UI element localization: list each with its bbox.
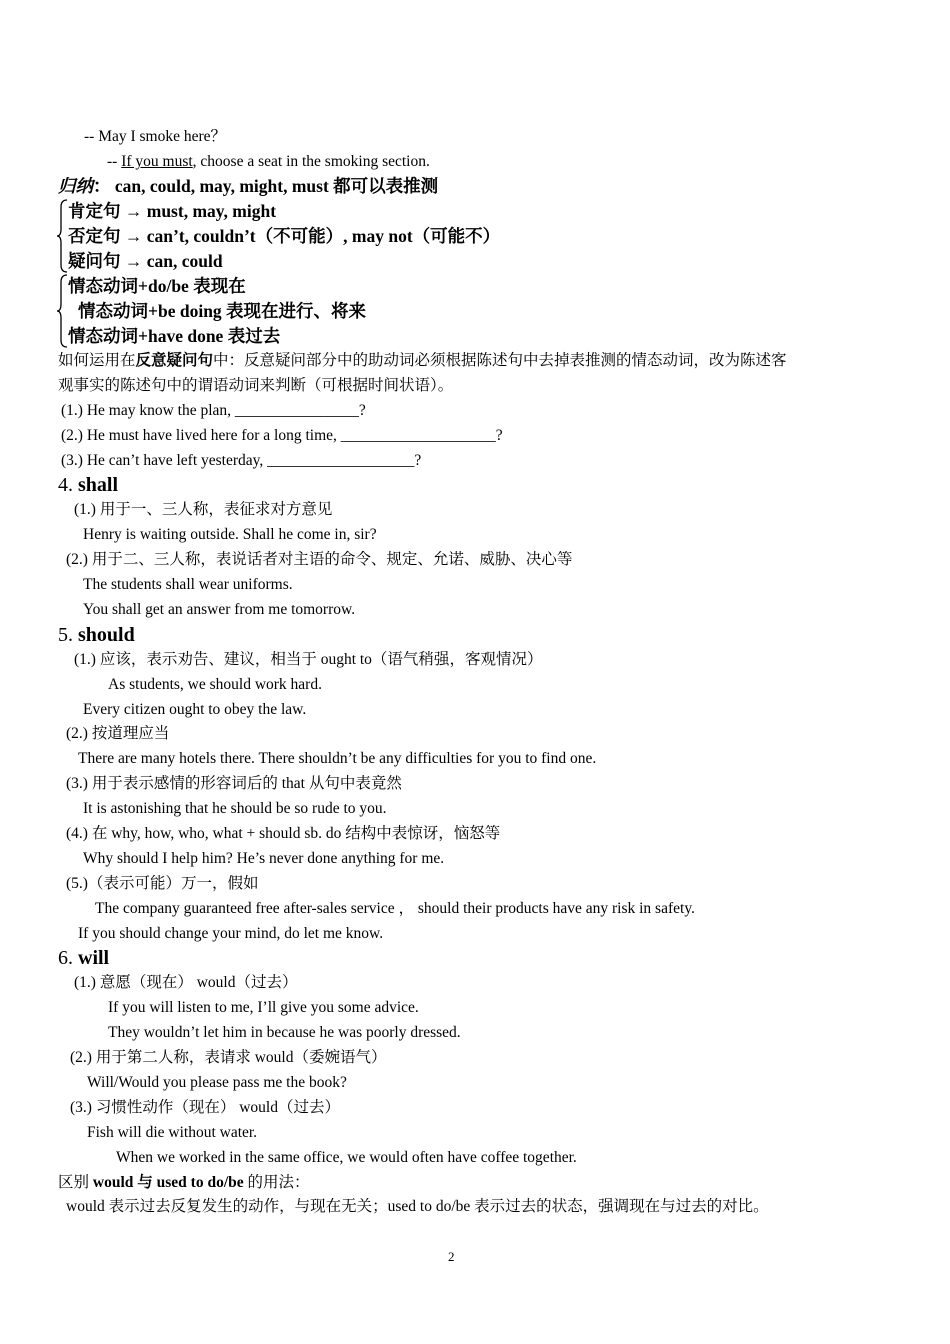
will-example-1: If you will listen to me, I’ll give you some advice. <box>108 999 419 1016</box>
section-shall-heading <box>58 473 118 497</box>
summary-heading <box>58 176 438 196</box>
left-brace-1 <box>56 199 68 273</box>
shall-number: 4. <box>58 474 78 496</box>
tag-exercise-2: (2.) He must have lived here for a long time, ____________________? <box>61 427 503 444</box>
will-example-3: Will/Would you please pass me the book? <box>87 1074 347 1091</box>
will-example-2: They wouldn’t let him in because he was poorly dressed. <box>108 1024 461 1041</box>
will-point-2: (2.) 用于第二人称，表请求 would（委婉语气） <box>70 1049 387 1066</box>
diff-suffix: 的用法： <box>243 1174 310 1191</box>
will-point-1: (1.) 意愿（现在） would（过去） <box>74 974 298 991</box>
shall-word: shall <box>78 474 119 496</box>
should-example-7: If you should change your mind, do let me know. <box>78 925 384 942</box>
tag-bold: 反意疑问句 <box>135 352 214 369</box>
left-brace-2 <box>56 274 68 348</box>
should-example-4: It is astonishing that he should be so rude to you. <box>83 800 387 817</box>
answer-rest: , choose a seat in the smoking section. <box>192 153 430 170</box>
summary-text: ： can, could, may, might, must 都可以表推测 <box>93 176 439 196</box>
tag-question-line2: 观事实的陈述句中的谓语动词来判断（可根据时间状语）。 <box>58 377 454 394</box>
should-point-2: (2.) 按道理应当 <box>66 725 170 742</box>
tag-rest: 中：反意疑问部分中的助动词必须根据陈述句中去掉表推测的情态动词，改为陈述客 <box>213 352 787 369</box>
summary-affirmative: 肯定句 → must, may, might <box>68 201 277 221</box>
should-example-3: There are many hotels there. There shouldn’t be any difficulties for you to find one. <box>78 750 597 767</box>
diff-bold: would 与 used to do/be <box>92 1174 244 1191</box>
summary-present: 情态动词+do/be 表现在 <box>68 276 246 296</box>
summary-negative: 否定句 → can’t, couldn’t（不可能）, may not（可能不） <box>68 226 501 246</box>
diff-explanation: would 表示过去反复发生的动作，与现在无关；used to do/be 表示过去的状态，强调现在与过去的对比。 <box>66 1198 769 1215</box>
should-point-5: (5.)（表示可能）万一，假如 <box>66 875 259 892</box>
tag-question-intro <box>58 351 787 371</box>
diff-prefix: 区别 <box>58 1174 93 1191</box>
should-example-5: Why should I help him? He’s never done anything for me. <box>83 850 445 867</box>
should-number: 5. <box>58 624 78 646</box>
will-word: will <box>78 947 110 969</box>
summary-past: 情态动词+have done 表过去 <box>68 326 281 346</box>
summary-question: 疑问句 → can, could <box>68 251 223 271</box>
should-point-1: (1.) 应该，表示劝告、建议，相当于 ought to（语气稍强，客观情况） <box>74 651 543 668</box>
will-example-5: When we worked in the same office, we would often have coffee together. <box>116 1149 577 1166</box>
dialogue-answer <box>107 152 430 172</box>
shall-example-3: You shall get an answer from me tomorrow. <box>83 601 356 618</box>
page-number: 2 <box>448 1249 455 1264</box>
dialogue-question: -- May I smoke here？ <box>84 128 227 145</box>
shall-example-2: The students shall wear uniforms. <box>83 576 293 593</box>
answer-underlined: If you must <box>121 153 193 170</box>
summary-progressive: 情态动词+be doing 表现在进行、将来 <box>78 301 367 321</box>
will-point-3: (3.) 习惯性动作（现在） would（过去） <box>70 1099 340 1116</box>
should-example-1: As students, we should work hard. <box>108 676 322 693</box>
tag-exercise-1: (1.) He may know the plan, ________________? <box>61 402 366 419</box>
should-example-2: Every citizen ought to obey the law. <box>83 701 307 718</box>
will-example-4: Fish will die without water. <box>87 1124 258 1141</box>
should-point-4: (4.) 在 why, how, who, what + should sb. do 结构中表惊讶，恼怒等 <box>66 825 501 842</box>
shall-point-2: (2.) 用于二、三人称，表说话者对主语的命令、规定、允诺、威胁、决心等 <box>66 551 573 568</box>
should-point-3: (3.) 用于表示感情的形容词后的 that 从句中表竟然 <box>66 775 402 792</box>
summary-label: 归纳 <box>58 176 93 196</box>
tag-prefix: 如何运用在 <box>58 352 136 369</box>
shall-example-1: Henry is waiting outside. Shall he come in, sir? <box>83 526 377 543</box>
section-will-heading <box>58 946 109 970</box>
tag-exercise-3: (3.) He can’t have left yesterday, ___________________? <box>61 452 422 469</box>
will-number: 6. <box>58 947 78 969</box>
should-word: should <box>78 624 135 646</box>
section-should-heading <box>58 623 135 647</box>
answer-prefix: -- <box>107 153 122 170</box>
should-example-6: The company guaranteed free after-sales service ， should their products have any risk in safety. <box>95 900 695 917</box>
diff-heading <box>58 1173 310 1193</box>
shall-point-1: (1.) 用于一、三人称，表征求对方意见 <box>74 501 333 518</box>
